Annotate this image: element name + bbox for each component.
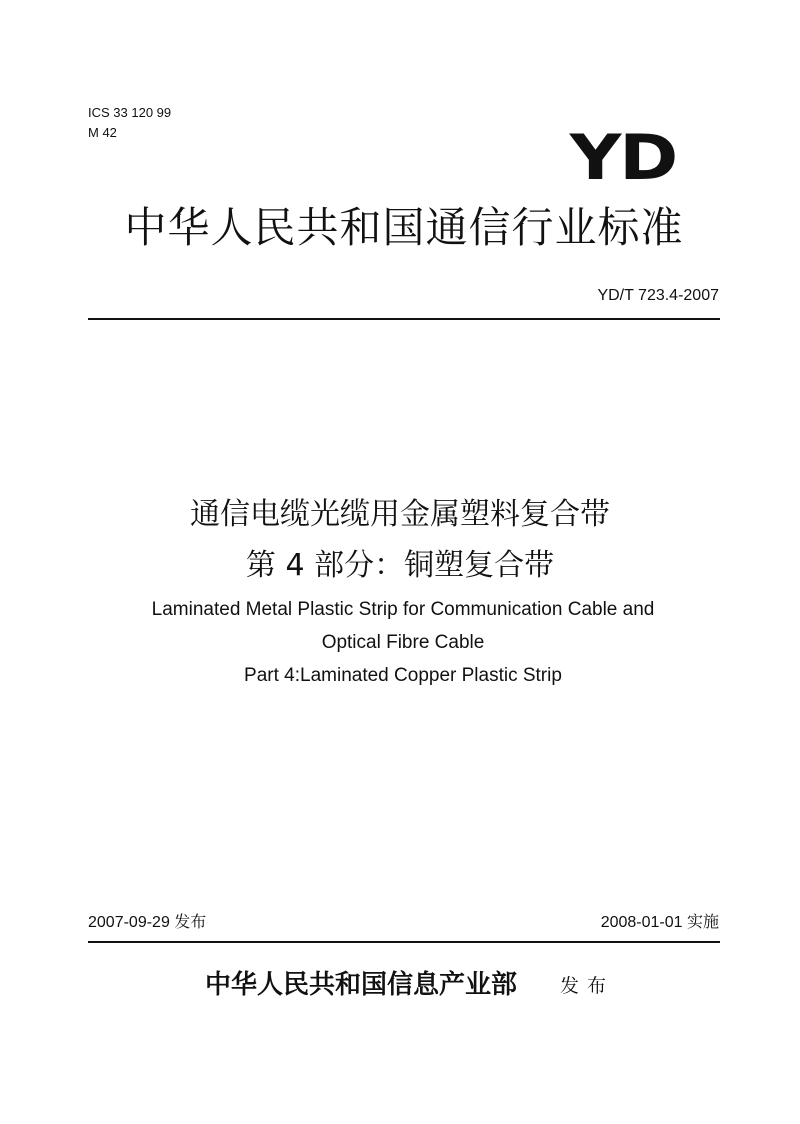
english-title-line-1: Laminated Metal Plastic Strip for Communication Cable and — [151, 599, 655, 620]
standard-category-title: 中华人民共和国通信行业标准 — [124, 203, 684, 252]
implementation-date: 2008-01-01 实施 — [600, 914, 719, 931]
ics-code: ICS 33 120 99 — [88, 105, 172, 120]
chinese-title-line-2: 第 4 部分：铜塑复合带 — [245, 548, 555, 583]
chinese-title-line-1: 通信电缆光缆用金属塑料复合带 — [190, 497, 610, 532]
ccs-code: M 42 — [88, 125, 117, 140]
issue-date: 2007-09-29 发布 — [88, 914, 207, 931]
top-divider — [88, 318, 720, 320]
english-title-line-3: Part 4:Laminated Copper Plastic Strip — [244, 665, 562, 686]
bottom-divider — [88, 941, 720, 943]
standard-logo: YD — [569, 121, 676, 194]
publisher-name: 中华人民共和国信息产业部 — [205, 970, 518, 1000]
publish-label: 发布 — [560, 975, 615, 997]
english-title-line-2: Optical Fibre Cable — [321, 632, 485, 653]
standard-number: YD/T 723.4-2007 — [597, 287, 719, 304]
